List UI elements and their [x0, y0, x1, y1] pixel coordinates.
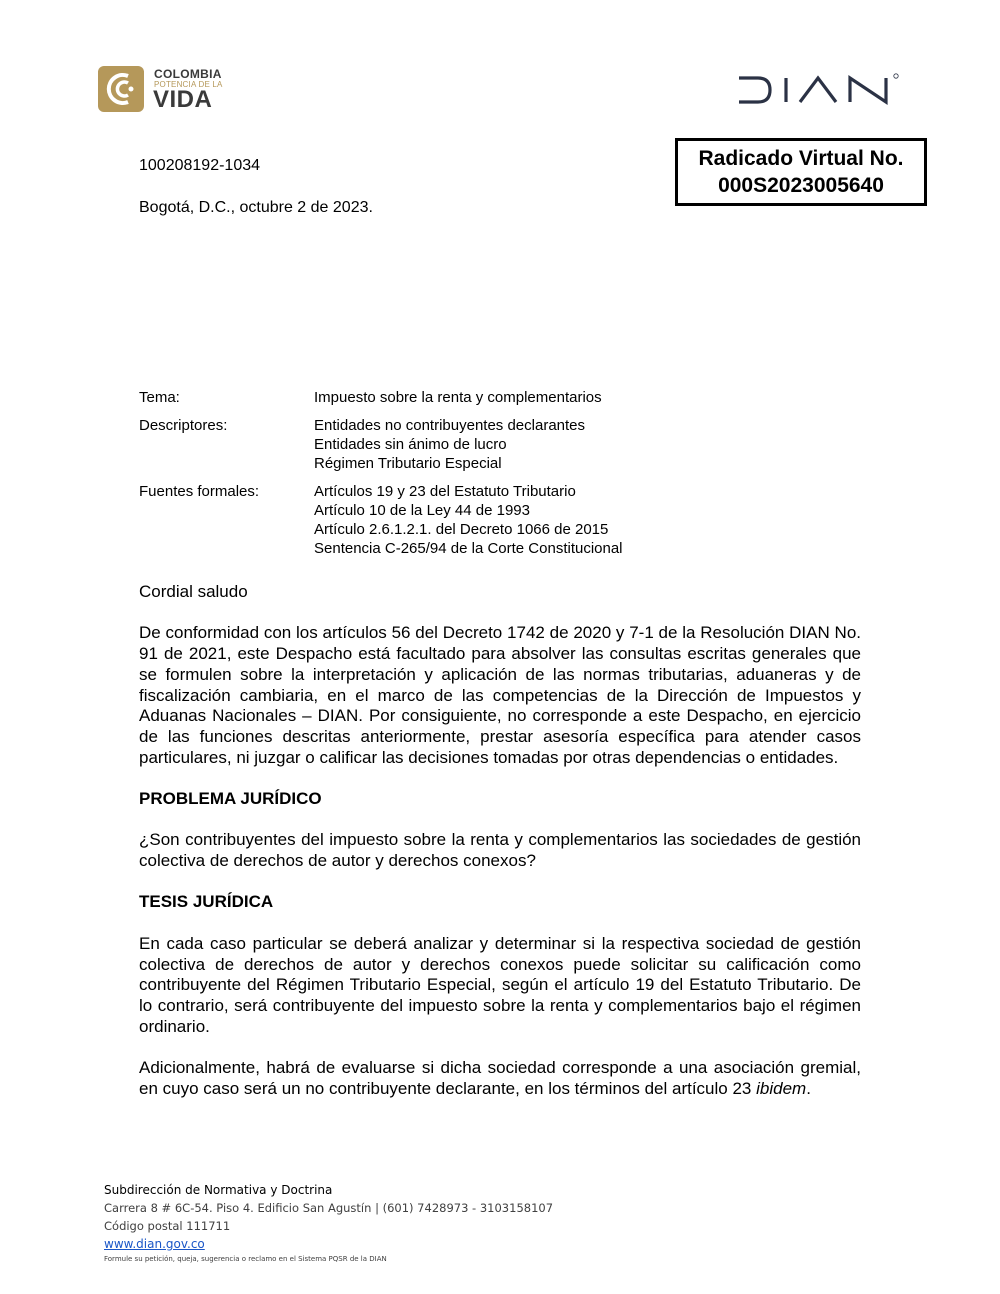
fuente-item: Sentencia C-265/94 de la Corte Constitucional: [314, 540, 623, 557]
logo-text-vida: VIDA: [153, 86, 213, 113]
greeting: Cordial saludo: [139, 582, 248, 601]
footer-pqsr-note: Formule su petición, queja, sugerencia o reclamo en el Sistema PQSR de la DIAN: [104, 1255, 387, 1263]
place-date: Bogotá, D.C., octubre 2 de 2023.: [139, 199, 373, 216]
radicado-number: 000S2023005640: [718, 174, 884, 197]
fuentes-label: Fuentes formales:: [139, 483, 260, 500]
logo-text-colombia: COLOMBIA: [154, 67, 222, 81]
dian-logo: [736, 72, 904, 108]
radicado-box: [675, 138, 927, 206]
descriptores-label: Descriptores:: [139, 417, 228, 434]
adicional-end: .: [806, 1078, 811, 1098]
problema-heading: PROBLEMA JURÍDICO: [139, 789, 322, 808]
logo-text-potencia: POTENCIA DE LA: [154, 80, 223, 89]
intro-paragraph: De conformidad con los artículos 56 del Decreto 1742 de 2020 y 7-1 de la Resolución DIAN No. 91 de 2021, este Despacho está facultado para absolver las consultas escritas generales que se formulen sobre la interpretación y aplicación de las normas tributarias, aduaneras y de fiscalización cambiaria, en el marco de las competencias de la Dirección de Impuestos y Aduanas Nacionales – DIAN. Por consiguiente, no corresponde a este Despacho, en ejercicio de las funciones descritas anteriormente, prestar asesoría específica para atender casos particulares, ni juzgar o calificar las decisiones tomadas por otras dependencias o entidades.: [139, 623, 861, 767]
tema-row: [139, 388, 623, 407]
radicado-label: Radicado Virtual No.: [698, 147, 904, 170]
adicional-text: Adicionalmente, habrá de evaluarse si dicha sociedad corresponde a una asociación gremial, en cuyo caso será un no contribuyente declarante, en los términos del artículo 23: [139, 1058, 861, 1098]
descriptor-item: Régimen Tributario Especial: [314, 455, 502, 472]
page-footer: [104, 1182, 553, 1265]
reference-number: 100208192-1034: [139, 157, 261, 174]
fuentes-row: [139, 482, 623, 558]
tema-label: Tema:: [139, 389, 180, 406]
descriptor-item: Entidades no contribuyentes declarantes: [314, 417, 586, 434]
footer-address: Carrera 8 # 6C-54. Piso 4. Edificio San Agustín | (601) 7428973 - 3103158107: [104, 1201, 554, 1215]
fuente-item: Artículo 10 de la Ley 44 de 1993: [314, 502, 530, 519]
document-body: [139, 582, 861, 1120]
problema-paragraph: ¿Son contribuyentes del impuesto sobre la renta y complementarios las sociedades de gestión colectiva de derechos de autor y derechos conexos?: [139, 830, 861, 871]
colombia-potencia-de-la-vida-logo: [98, 64, 238, 114]
colombia-logo-icon: [98, 66, 144, 112]
adicional-paragraph: [139, 1058, 861, 1099]
tesis-paragraph: En cada caso particular se deberá analizar y determinar si la respectiva sociedad de gestión colectiva de derechos de autor y derechos conexos puede solicitar su calificación como contribuyente del Régimen Tributario Especial, según el artículo 19 del Estatuto Tributario. De lo contrario, será contribuyente del impuesto sobre la renta y complementarios bajo el régimen ordinario.: [139, 933, 861, 1036]
document-metadata: [139, 388, 623, 567]
adicional-italic: ibidem: [756, 1078, 807, 1098]
tema-value: Impuesto sobre la renta y complementarios: [314, 389, 602, 406]
footer-postal: Código postal 111711: [104, 1219, 231, 1233]
tesis-heading: TESIS JURÍDICA: [139, 892, 274, 912]
footer-website-link[interactable]: www.dian.gov.co: [104, 1237, 205, 1251]
descriptores-row: [139, 416, 623, 473]
fuente-item: Artículos 19 y 23 del Estatuto Tributario: [314, 483, 576, 500]
footer-office: Subdirección de Normativa y Doctrina: [104, 1183, 333, 1197]
descriptor-item: Entidades sin ánimo de lucro: [314, 436, 507, 453]
fuente-item: Artículo 2.6.1.2.1. del Decreto 1066 de 2015: [314, 521, 609, 538]
